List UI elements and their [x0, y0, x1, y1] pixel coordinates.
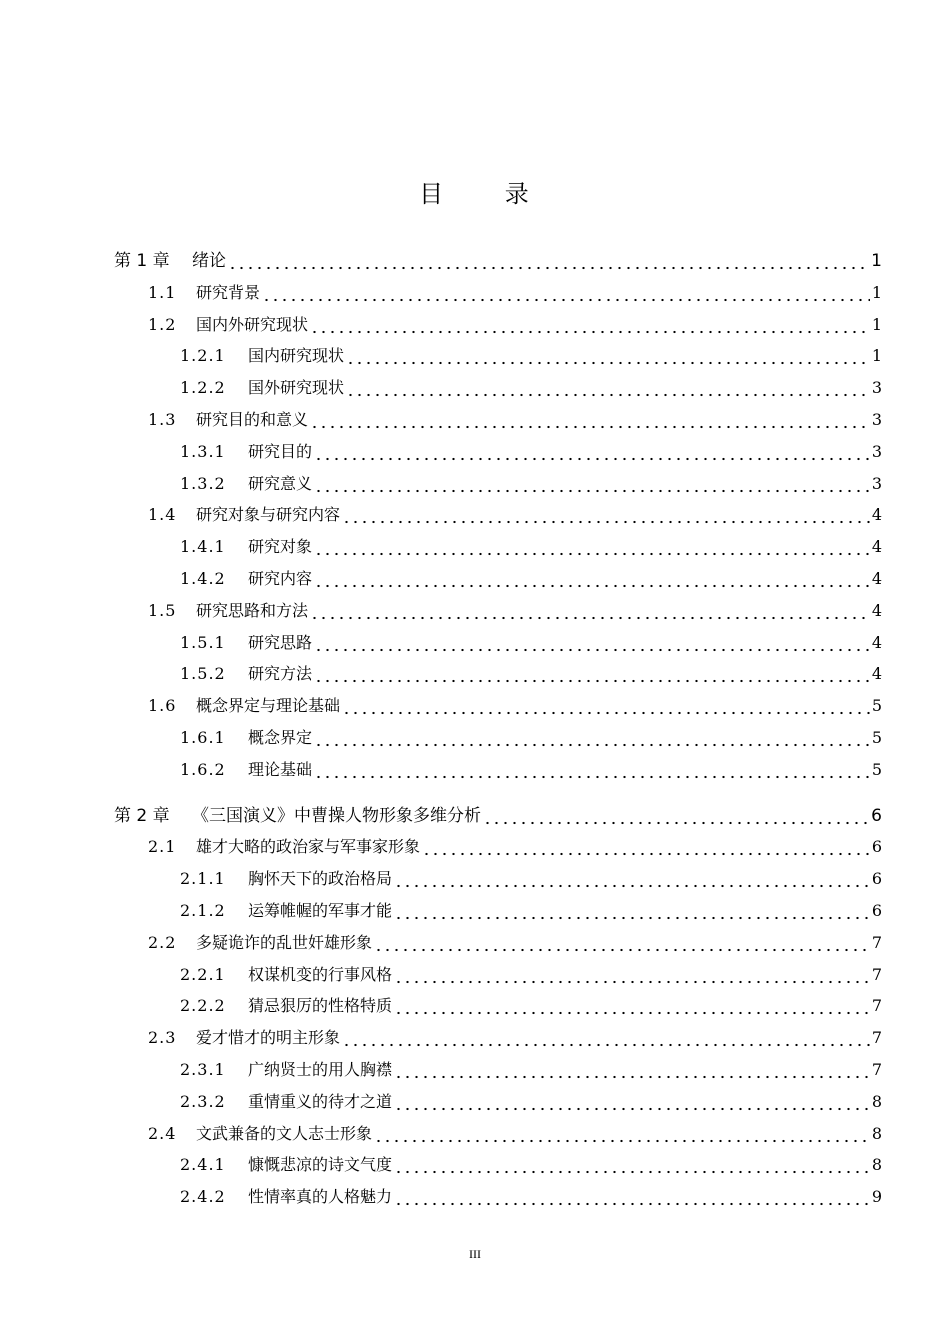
toc-entry-page: 6: [871, 806, 882, 826]
toc-dot-leader: [314, 537, 870, 557]
toc-entry[interactable]: [180, 756, 882, 780]
page-number-footer: III: [469, 1247, 481, 1261]
toc-entry-page: 4: [871, 633, 882, 652]
toc-entry[interactable]: [180, 1151, 882, 1175]
toc-entry-page: 8: [871, 1124, 882, 1143]
toc-entry-page: 6: [871, 837, 882, 856]
toc-entry-page: 3: [871, 474, 882, 493]
toc-entry-page: 7: [871, 996, 882, 1015]
toc-entry-number: 2.2.2: [180, 996, 226, 1015]
toc-dot-leader: [346, 378, 870, 398]
toc-entry[interactable]: [180, 897, 882, 921]
toc-entry[interactable]: [114, 247, 882, 271]
toc-entry-number: 2.3.1: [180, 1060, 226, 1079]
toc-dot-leader: [314, 474, 870, 494]
toc-entry[interactable]: [180, 660, 882, 684]
toc-entry-title: 研究目的: [248, 442, 313, 461]
toc-dot-leader: [314, 633, 870, 653]
toc-dot-leader: [394, 901, 870, 921]
toc-entry-title: 性情率真的人格魅力: [248, 1187, 393, 1206]
toc-entry-title: 研究目的和意义: [196, 410, 309, 429]
toc-entry-number: 1.2.2: [180, 378, 226, 397]
toc-entry-page: 4: [871, 569, 882, 588]
toc-entry-number: 1.6: [148, 696, 177, 715]
toc-entry-number: 2.1: [148, 837, 177, 856]
toc-entry-title: 研究方法: [248, 664, 313, 683]
toc-entry-title: 研究对象与研究内容: [196, 505, 341, 524]
toc-dot-leader: [483, 806, 869, 826]
toc-entry-page: 7: [871, 965, 882, 984]
toc-entry[interactable]: [148, 311, 882, 335]
toc-dot-leader: [228, 251, 869, 271]
toc-dot-leader: [262, 283, 870, 303]
toc-dot-leader: [314, 442, 870, 462]
toc-entry-number: 1.3.2: [180, 474, 226, 493]
toc-entry[interactable]: [180, 961, 882, 985]
toc-entry-title: 多疑诡诈的乱世奸雄形象: [196, 933, 373, 952]
toc-entry-title: 雄才大略的政治家与军事家形象: [196, 837, 421, 856]
toc-dot-leader: [314, 760, 870, 780]
toc-entry-title: 运筹帷幄的军事才能: [248, 901, 393, 920]
toc-entry-page: 7: [871, 1060, 882, 1079]
toc-entry-number: 1.2.1: [180, 346, 226, 365]
toc-entry-number: 2.4.2: [180, 1187, 226, 1206]
toc-entry[interactable]: [148, 929, 882, 953]
toc-entry-title: 胸怀天下的政治格局: [248, 869, 393, 888]
toc-entry-title: 研究内容: [248, 569, 313, 588]
toc-entry[interactable]: [148, 501, 882, 525]
toc-entry-page: 4: [871, 505, 882, 524]
toc-entry-number: 2.1.2: [180, 901, 226, 920]
toc-entry-page: 9: [871, 1187, 882, 1206]
toc-entry-number: 2.3: [148, 1028, 177, 1047]
toc-entry-number: 1.4.2: [180, 569, 226, 588]
toc-dot-leader: [394, 1092, 870, 1112]
toc-entry[interactable]: [180, 724, 882, 748]
toc-entry-number: 2.2.1: [180, 965, 226, 984]
toc-entry-title: 研究意义: [248, 474, 313, 493]
toc-entry-title: 研究对象: [248, 537, 313, 556]
toc-entry-page: 4: [871, 601, 882, 620]
toc-entry[interactable]: [148, 692, 882, 716]
toc-entry-title: 权谋机变的行事风格: [248, 965, 393, 984]
toc-entry-number: 2.3.2: [180, 1092, 226, 1111]
toc-entry-page: 4: [871, 537, 882, 556]
toc-entry-title: 《三国演义》中曹操人物形象多维分析: [192, 806, 481, 826]
toc-entry-page: 5: [871, 696, 882, 715]
toc-entry-title: 爱才惜才的明主形象: [196, 1028, 341, 1047]
page-title: 目 录: [419, 180, 531, 208]
toc-entry[interactable]: [148, 597, 882, 621]
toc-dot-leader: [394, 1155, 870, 1175]
toc-entry[interactable]: [180, 1183, 882, 1207]
toc-dot-leader: [394, 965, 870, 985]
toc-entry[interactable]: [180, 342, 882, 366]
toc-entry-title: 绪论: [192, 251, 226, 271]
toc-entry-number: 1.1: [148, 283, 177, 302]
toc-entry-page: 7: [871, 933, 882, 952]
toc-entry-title: 国外研究现状: [248, 378, 345, 397]
toc-entry-title: 慷慨悲凉的诗文气度: [248, 1155, 393, 1174]
toc-dot-leader: [342, 505, 870, 525]
toc-dot-leader: [374, 1124, 870, 1144]
toc-dot-leader: [342, 696, 870, 716]
toc-dot-leader: [314, 728, 870, 748]
toc-entry-page: 3: [871, 410, 882, 429]
toc-entry-page: 4: [871, 664, 882, 683]
toc-dot-leader: [310, 315, 870, 335]
toc-entry-title: 研究思路和方法: [196, 601, 309, 620]
toc-entry-title: 重情重义的待才之道: [248, 1092, 393, 1111]
toc-entry[interactable]: [180, 1056, 882, 1080]
toc-entry-number: 1.3: [148, 410, 177, 429]
toc-dot-leader: [346, 346, 870, 366]
toc-entry-number: 1.3.1: [180, 442, 226, 461]
toc-entry-page: 1: [871, 251, 882, 271]
toc-entry-title: 理论基础: [248, 760, 313, 779]
toc-entry-page: 1: [871, 346, 882, 365]
toc-entry[interactable]: [148, 279, 882, 303]
toc-entry-number: 2.1.1: [180, 869, 226, 888]
toc-entry[interactable]: [180, 865, 882, 889]
toc-entry-title: 猜忌狠厉的性格特质: [248, 996, 393, 1015]
toc-dot-leader: [394, 996, 870, 1016]
toc-entry[interactable]: [180, 374, 882, 398]
toc-entry-title: 文武兼备的文人志士形象: [196, 1124, 373, 1143]
toc-entry-page: 1: [871, 315, 882, 334]
toc-entry-page: 1: [871, 283, 882, 302]
toc-entry[interactable]: [148, 406, 882, 430]
toc-entry[interactable]: [180, 438, 882, 462]
toc-entry-number: 第 2 章: [114, 806, 170, 826]
toc-entry[interactable]: [148, 833, 882, 857]
toc-entry[interactable]: [180, 565, 882, 589]
toc-entry[interactable]: [180, 1088, 882, 1112]
toc-entry-number: 1.4: [148, 505, 177, 524]
toc-entry[interactable]: [180, 533, 882, 557]
toc-entry-number: 2.2: [148, 933, 177, 952]
toc-entry-number: 2.4: [148, 1124, 177, 1143]
toc-entry[interactable]: [180, 992, 882, 1016]
toc-dot-leader: [310, 601, 870, 621]
toc-entry-number: 第 1 章: [114, 251, 170, 271]
toc-dot-leader: [394, 1060, 870, 1080]
toc-dot-leader: [374, 933, 870, 953]
toc-entry-page: 5: [871, 760, 882, 779]
toc-entry-number: 1.5: [148, 601, 177, 620]
toc-entry-number: 1.4.1: [180, 537, 226, 556]
toc-entry-page: 8: [871, 1155, 882, 1174]
toc-entry-number: 1.6.1: [180, 728, 226, 747]
toc-entry-page: 3: [871, 378, 882, 397]
toc-entry[interactable]: [148, 1024, 882, 1048]
toc-entry-page: 8: [871, 1092, 882, 1111]
toc-dot-leader: [394, 1187, 870, 1207]
toc-dot-leader: [394, 869, 870, 889]
toc-entry-number: 1.2: [148, 315, 177, 334]
toc-entry[interactable]: [114, 802, 882, 826]
toc-entry-title: 概念界定与理论基础: [196, 696, 341, 715]
toc-entry-title: 概念界定: [248, 728, 313, 747]
toc-entry-number: 1.5.1: [180, 633, 226, 652]
toc-entry-number: 1.5.2: [180, 664, 226, 683]
toc-dot-leader: [342, 1028, 870, 1048]
toc-entry-number: 2.4.1: [180, 1155, 226, 1174]
toc-entry-page: 3: [871, 442, 882, 461]
toc-entry[interactable]: [180, 470, 882, 494]
toc-entry-title: 研究背景: [196, 283, 261, 302]
toc-entry-number: 1.6.2: [180, 760, 226, 779]
toc-dot-leader: [310, 410, 870, 430]
toc-entry-page: 7: [871, 1028, 882, 1047]
toc-dot-leader: [314, 569, 870, 589]
toc-entry[interactable]: [180, 629, 882, 653]
toc-entry-page: 6: [871, 869, 882, 888]
toc-entry-page: 5: [871, 728, 882, 747]
toc-dot-leader: [422, 837, 870, 857]
toc-entry-title: 国内研究现状: [248, 346, 345, 365]
toc-entry[interactable]: [148, 1120, 882, 1144]
toc-entry-title: 广纳贤士的用人胸襟: [248, 1060, 393, 1079]
toc-entry-title: 国内外研究现状: [196, 315, 309, 334]
toc-entry-title: 研究思路: [248, 633, 313, 652]
toc-entry-page: 6: [871, 901, 882, 920]
toc-dot-leader: [314, 664, 870, 684]
